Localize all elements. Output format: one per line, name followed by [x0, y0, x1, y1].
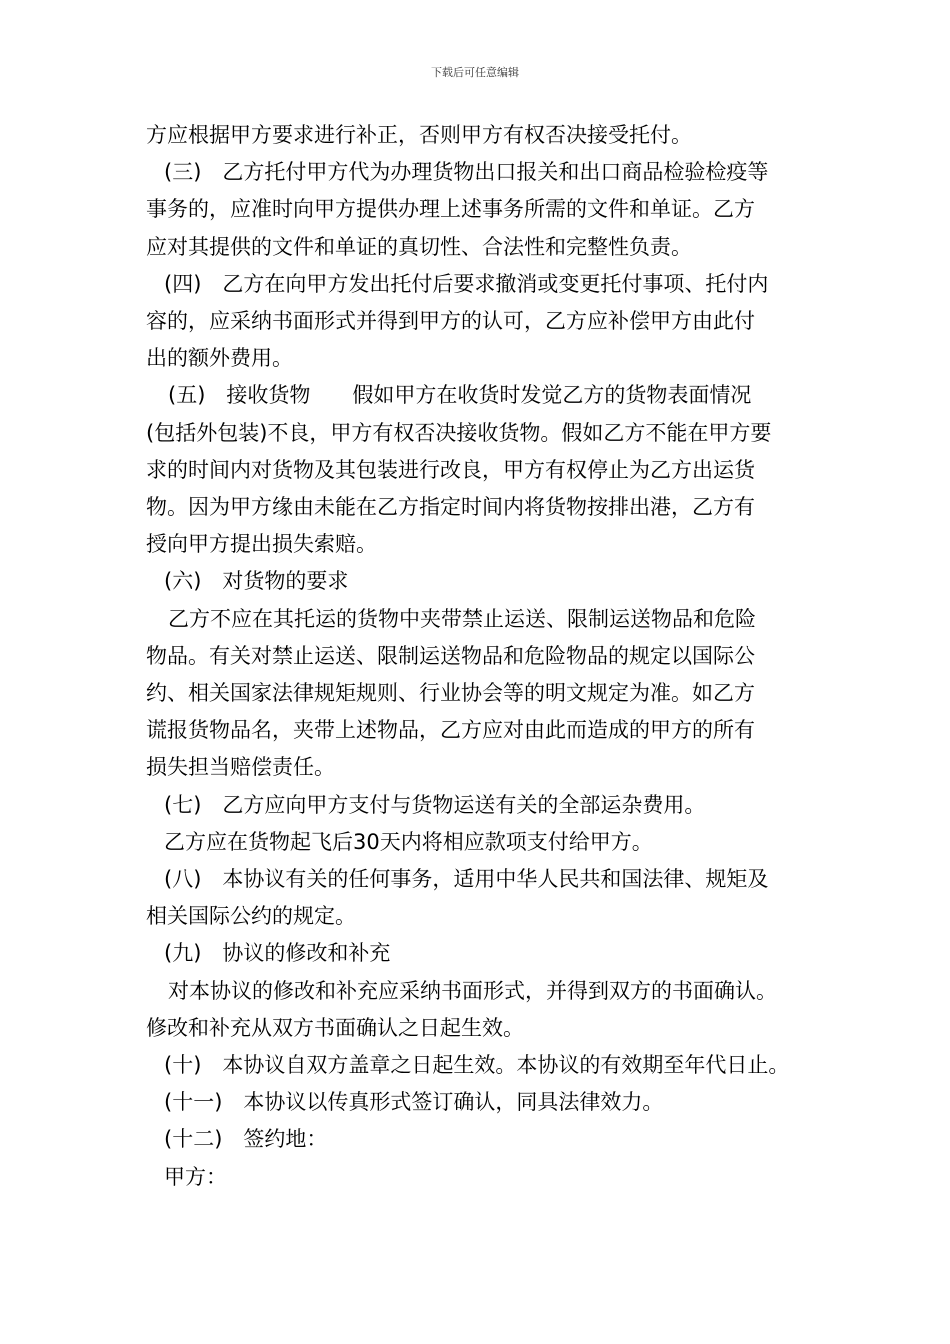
text-line: 对本协议的修改和补充应采纳书面形式，并得到双方的书面确认。	[168, 978, 777, 1003]
clause-12-heading: (十二) 签约地：	[164, 1127, 328, 1152]
text-line: 事务的，应准时向甲方提供办理上述事务所需的文件和单证。乙方	[146, 197, 755, 222]
text-line: 容的，应采纳书面形式并得到甲方的认可，乙方应补偿甲方由此付	[146, 309, 755, 334]
clause-11-heading: (十一) 本协议以传真形式签订确认，同具法律效力。	[164, 1090, 664, 1115]
text-line: 修改和补充从双方书面确认之日起生效。	[146, 1015, 524, 1040]
clause-5-heading: (五) 接收货物 假如甲方在收货时发觉乙方的货物表面情况	[168, 383, 752, 408]
page-header: 下载后可任意编辑	[431, 66, 519, 79]
text-line: 损失担当赔偿责任。	[146, 755, 335, 780]
clause-7-heading: (七) 乙方应向甲方支付与货物运送有关的全部运杂费用。	[164, 792, 706, 817]
party-a-label: 甲方：	[164, 1164, 227, 1189]
text-line: 物。因为甲方缘由未能在乙方指定时间内将货物按排出港，乙方有	[146, 495, 755, 520]
text-line: 授向甲方提出损失索赔。	[146, 532, 377, 557]
document-body	[146, 117, 826, 1196]
clause-4-heading: (四) 乙方在向甲方发出托付后要求撤消或变更托付事项、托付内	[164, 271, 769, 296]
text-line: 乙方应在货物起飞后30天内将相应款项支付给甲方。	[164, 829, 653, 854]
text-line: 出的额外费用。	[146, 346, 293, 371]
text-line: 物品。有关对禁止运送、限制运送物品和危险物品的规定以国际公	[146, 643, 755, 668]
clause-8-heading: (八) 本协议有关的任何事务，适用中华人民共和国法律、规矩及	[164, 867, 769, 892]
text-line: 乙方不应在其托运的货物中夹带禁止运送、限制运送物品和危险	[168, 606, 756, 631]
text-line: 求的时间内对货物及其包装进行改良，甲方有权停止为乙方出运货	[146, 457, 755, 482]
text-line: 方应根据甲方要求进行补正，否则甲方有权否决接受托付。	[146, 123, 692, 147]
text-line: 谎报货物品名，夹带上述物品，乙方应对由此而造成的甲方的所有	[146, 718, 755, 743]
text-line: 应对其提供的文件和单证的真切性、合法性和完整性负责。	[146, 234, 692, 259]
text-line: (包括外包装)不良，甲方有权否决接收货物。假如乙方不能在甲方要	[146, 420, 772, 445]
clause-3-heading: (三) 乙方托付甲方代为办理货物出口报关和出口商品检验检疫等	[164, 160, 769, 185]
clause-10-heading: (十) 本协议自双方盖章之日起生效。本协议的有效期至年代日止。	[164, 1053, 790, 1078]
text-line: 约、相关国家法律规矩规则、行业协会等的明文规定为准。如乙方	[146, 681, 755, 706]
text-line: 相关国际公约的规定。	[146, 904, 356, 929]
clause-6-heading: (六) 对货物的要求	[164, 569, 349, 594]
clause-9-heading: (九) 协议的修改和补充	[164, 941, 391, 966]
